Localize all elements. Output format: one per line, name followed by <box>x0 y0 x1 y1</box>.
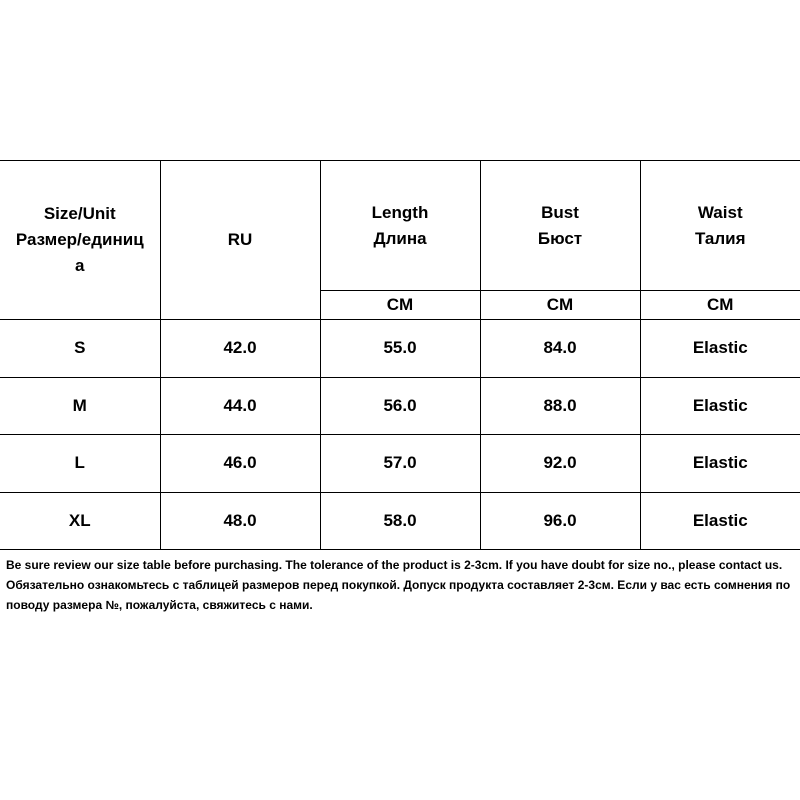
waist-header-en: Waist <box>697 202 743 222</box>
waist-column-header <box>640 161 800 291</box>
waist-cell: Elastic <box>640 377 800 434</box>
length-cell: 55.0 <box>320 320 480 377</box>
size-table <box>0 160 800 550</box>
bust-column-header <box>480 161 640 291</box>
bust-cell: 88.0 <box>480 377 640 434</box>
table-row <box>0 377 800 434</box>
size-header-line-2: Размер/единиц <box>15 230 144 250</box>
size-cell: M <box>0 377 160 434</box>
ru-column-header <box>160 161 320 320</box>
table-row <box>0 492 800 549</box>
bust-header-en: Bust <box>541 202 579 222</box>
waist-header-ru: Талия <box>694 228 746 248</box>
note-russian: Обязательно ознакомьтесь с таблицей размеров перед покупкой. Допуск продукта составляет 2-3см. Если у вас есть сомнения по поводу размера №, пожалуйста, свяжитесь с нами. <box>6 578 791 612</box>
waist-cell: Elastic <box>640 320 800 377</box>
header-row <box>0 161 800 291</box>
size-cell: XL <box>0 492 160 549</box>
size-cell: L <box>0 435 160 492</box>
length-header-ru: Длина <box>373 228 427 248</box>
bust-cell: 84.0 <box>480 320 640 377</box>
table-row <box>0 435 800 492</box>
bust-header-ru: Бюст <box>537 228 583 248</box>
size-column-header <box>0 161 160 320</box>
size-header-line-1: Size/Unit <box>43 204 116 224</box>
length-unit: CM <box>320 291 480 320</box>
bust-cell: 92.0 <box>480 435 640 492</box>
size-header-line-3: а <box>75 256 85 276</box>
size-note <box>6 555 798 615</box>
length-cell: 58.0 <box>320 492 480 549</box>
ru-cell: 48.0 <box>160 492 320 549</box>
length-cell: 56.0 <box>320 377 480 434</box>
waist-unit: CM <box>640 291 800 320</box>
waist-cell: Elastic <box>640 492 800 549</box>
length-header-en: Length <box>371 202 429 222</box>
note-english: Be sure review our size table before purchasing. The tolerance of the product is 2-3cm. If you have doubt for size no., please contact us. <box>6 558 783 572</box>
ru-cell: 44.0 <box>160 377 320 434</box>
ru-cell: 46.0 <box>160 435 320 492</box>
size-cell: S <box>0 320 160 377</box>
ru-header-label: RU <box>227 230 253 250</box>
bust-cell: 96.0 <box>480 492 640 549</box>
table-row <box>0 320 800 377</box>
waist-cell: Elastic <box>640 435 800 492</box>
length-cell: 57.0 <box>320 435 480 492</box>
length-column-header <box>320 161 480 291</box>
ru-cell: 42.0 <box>160 320 320 377</box>
bust-unit: CM <box>480 291 640 320</box>
